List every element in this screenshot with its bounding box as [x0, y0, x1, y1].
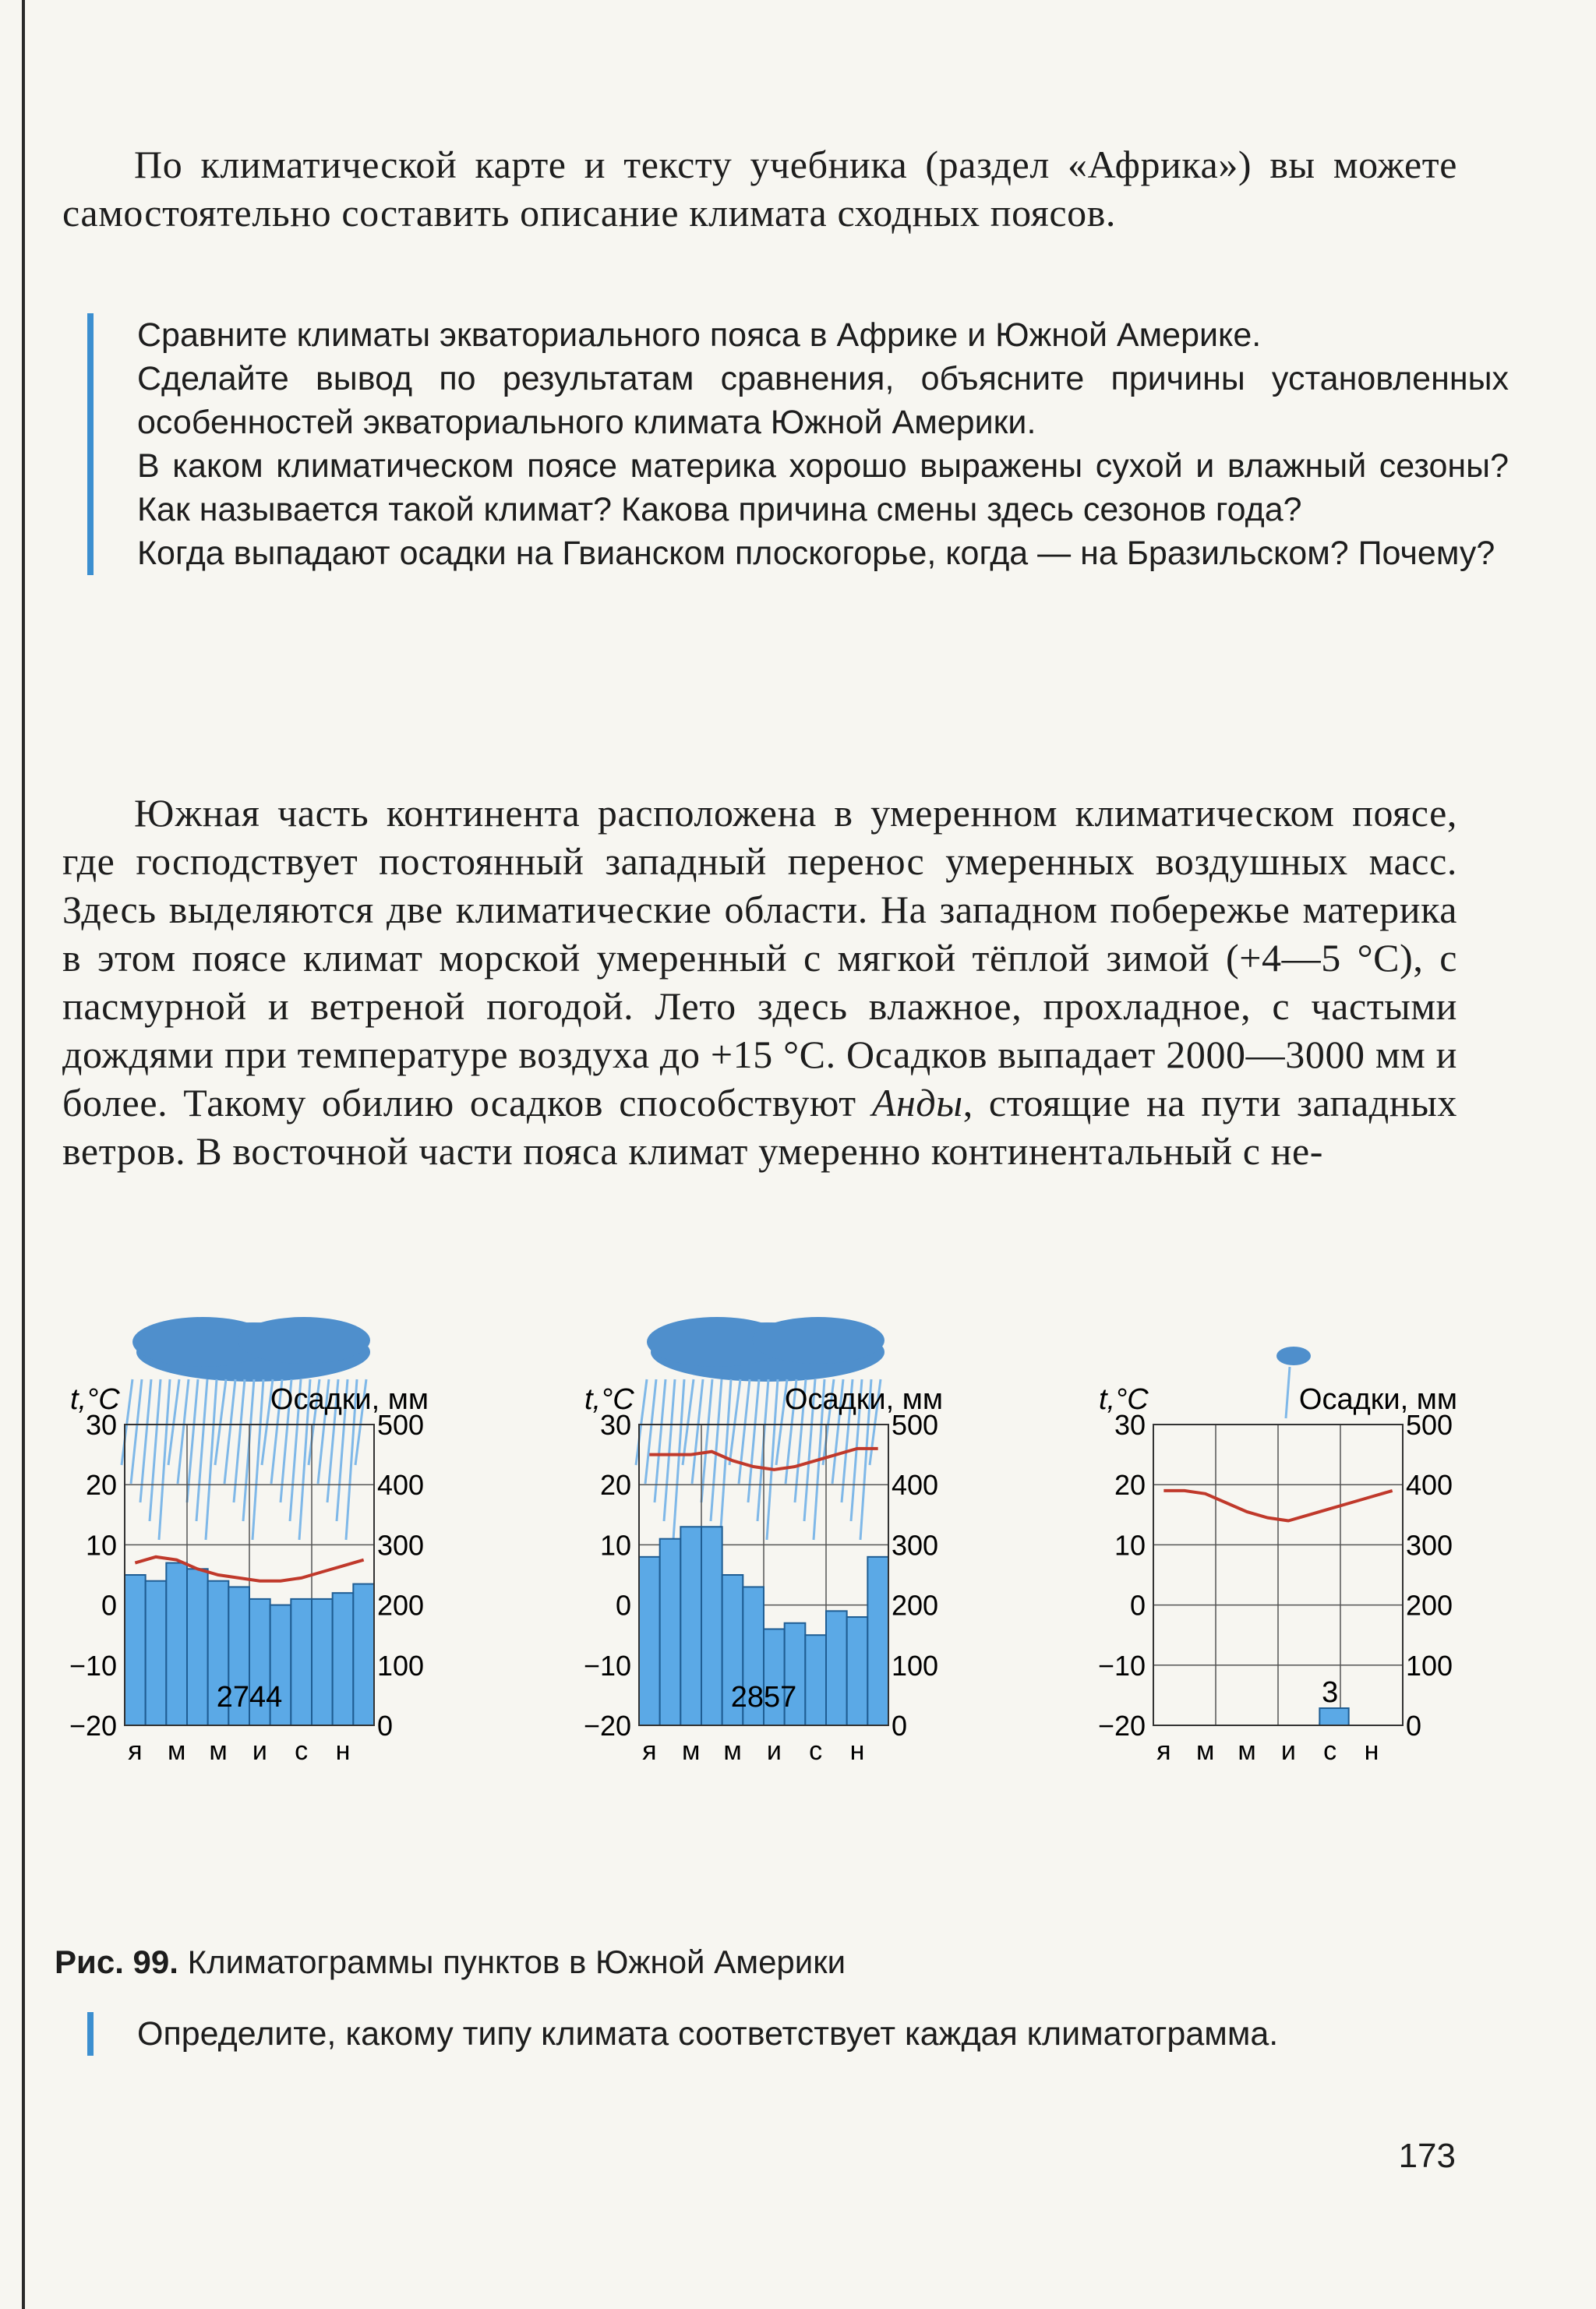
rain-streak — [122, 1379, 132, 1465]
precip-axis-label: Осадки, мм — [784, 1383, 943, 1416]
precip-tick-label: 200 — [1406, 1589, 1453, 1622]
climatogram-1-svg — [62, 1309, 530, 1933]
task-box — [87, 2012, 1509, 2056]
climatogram-1 — [62, 1309, 530, 1933]
climatogram-3-svg — [1091, 1309, 1559, 1933]
climatogram-3 — [1091, 1309, 1559, 1933]
rain-streak — [655, 1379, 666, 1502]
precip-tick-label: 300 — [1406, 1529, 1453, 1562]
precip-bar — [291, 1599, 312, 1725]
precip-bar — [166, 1563, 187, 1725]
precip-bar — [701, 1527, 722, 1725]
precip-tick-label: 100 — [892, 1649, 939, 1682]
temp-tick-label: 0 — [1129, 1589, 1146, 1622]
rain-streak — [150, 1379, 161, 1521]
figure-label: Рис. 99. — [55, 1944, 178, 1980]
month-label: м — [1195, 1736, 1215, 1766]
month-label: и — [766, 1736, 782, 1766]
month-label: м — [1238, 1736, 1256, 1766]
figure-caption-text: Климатограммы пунктов в Южной Америки — [178, 1944, 846, 1980]
rain-streak — [739, 1379, 750, 1484]
month-label: н — [849, 1736, 865, 1766]
rain-streak — [1286, 1367, 1290, 1418]
annual-precip-total: 3 — [1322, 1676, 1339, 1709]
temp-tick-label: 20 — [599, 1469, 631, 1502]
temp-axis-label: t,°C — [70, 1383, 120, 1416]
rain-streak — [187, 1379, 198, 1502]
precip-bar — [639, 1557, 660, 1725]
temp-tick-label: −20 — [583, 1710, 631, 1742]
intro-paragraph — [62, 140, 1457, 237]
month-label: н — [1364, 1736, 1379, 1766]
annual-precip-total: 2857 — [730, 1681, 797, 1714]
main-text — [62, 789, 1457, 1175]
rain-streak — [243, 1379, 254, 1521]
month-label: с — [809, 1736, 823, 1766]
precip-tick-label: 0 — [377, 1710, 394, 1742]
figure-caption — [55, 1940, 846, 1984]
climatograms — [62, 1309, 1465, 1933]
precip-tick-label: 500 — [377, 1409, 425, 1441]
temp-tick-label: 10 — [1114, 1529, 1146, 1562]
precip-tick-label: 200 — [377, 1589, 425, 1622]
precip-bar — [312, 1599, 333, 1725]
temp-tick-label: 20 — [1114, 1469, 1146, 1502]
page-number: 173 — [1398, 2137, 1456, 2175]
cloud-shape — [238, 1317, 370, 1364]
precip-tick-label: 300 — [377, 1529, 425, 1562]
rain-streak — [701, 1379, 712, 1502]
precip-bar — [353, 1584, 374, 1725]
precip-tick-label: 500 — [1406, 1409, 1453, 1441]
climatogram-2-svg — [577, 1309, 1044, 1933]
main-text-part2: , стоящие на пути западных ветров. В восточной части пояса климат умеренно континентальный с не- — [62, 1081, 1457, 1173]
temp-tick-label: 10 — [599, 1529, 631, 1562]
temp-tick-label: 20 — [85, 1469, 117, 1502]
month-label: я — [128, 1736, 143, 1766]
precip-tick-label: 500 — [892, 1409, 939, 1441]
precip-bar — [867, 1557, 888, 1725]
temp-tick-label: 30 — [85, 1409, 117, 1441]
precip-bar — [146, 1581, 167, 1725]
temp-tick-label: 30 — [1114, 1409, 1146, 1441]
rain-streak — [140, 1379, 151, 1502]
month-label: я — [1156, 1736, 1171, 1766]
precip-tick-label: 400 — [377, 1469, 425, 1502]
cloud-shape — [752, 1317, 885, 1364]
month-label: м — [167, 1736, 186, 1766]
month-label: м — [723, 1736, 742, 1766]
main-paragraph — [62, 789, 1457, 1175]
questions-box — [87, 313, 1509, 575]
precip-tick-label: 400 — [1406, 1469, 1453, 1502]
precip-bar — [826, 1611, 847, 1725]
month-label: с — [295, 1736, 309, 1766]
question-1: Сравните климаты экваториального пояса в Африке и Южной Америке. — [137, 316, 1262, 354]
precip-tick-label: 100 — [377, 1649, 425, 1682]
rain-streak — [636, 1379, 647, 1465]
precip-bar — [333, 1593, 354, 1725]
precip-tick-label: 0 — [1406, 1710, 1422, 1742]
temp-axis-label: t,°C — [1099, 1383, 1149, 1416]
temp-tick-label: 10 — [85, 1529, 117, 1562]
precip-axis-label: Осадки, мм — [270, 1383, 429, 1416]
rain-cloud-icon — [122, 1317, 370, 1540]
precip-tick-label: 400 — [892, 1469, 939, 1502]
question-3: В каком климатическом поясе материка хорошо выражены сухой и влажный сезоны? Как называется такой климат? Какова причина смены здесь сезонов года? — [137, 447, 1509, 528]
rain-streak — [234, 1379, 245, 1502]
temp-tick-label: −20 — [69, 1710, 117, 1742]
month-label: с — [1323, 1736, 1337, 1766]
rain-streak — [664, 1379, 675, 1521]
precip-axis-label: Осадки, мм — [1298, 1383, 1457, 1416]
precip-bar — [125, 1575, 146, 1725]
temp-tick-label: 30 — [599, 1409, 631, 1441]
climatogram-2 — [577, 1309, 1044, 1933]
precip-bar-small — [1319, 1708, 1348, 1725]
rain-streak — [131, 1379, 142, 1484]
temp-axis-label: t,°C — [584, 1383, 634, 1416]
precip-bar — [660, 1539, 681, 1725]
temp-tick-label: −10 — [69, 1649, 117, 1682]
precip-bar — [805, 1635, 826, 1725]
month-label: и — [252, 1736, 267, 1766]
precip-tick-label: 0 — [892, 1710, 908, 1742]
rain-cloud-icon — [636, 1317, 885, 1540]
precip-bar — [680, 1527, 701, 1725]
precip-bar — [847, 1617, 868, 1725]
temp-tick-label: −10 — [583, 1649, 631, 1682]
rain-streak — [196, 1379, 207, 1521]
rain-streak — [748, 1379, 759, 1502]
month-label: н — [335, 1736, 351, 1766]
intro-text: По климатической карте и тексту учебника (раздел «Африка») вы можете самостоятельно составить описание климата сходных поясов. — [62, 143, 1457, 235]
temp-tick-label: −20 — [1097, 1710, 1146, 1742]
question-2: Сделайте вывод по результатам сравнения, объясните причины установленных особенностей экваториального климата Южной Америки. — [137, 360, 1509, 441]
precip-bar — [187, 1569, 208, 1725]
precip-tick-label: 200 — [892, 1589, 939, 1622]
temp-tick-label: 0 — [101, 1589, 117, 1622]
month-label: и — [1280, 1736, 1296, 1766]
precip-tick-label: 100 — [1406, 1649, 1453, 1682]
rain-streak — [224, 1379, 235, 1484]
cloud-shape — [1276, 1347, 1311, 1365]
month-label: я — [642, 1736, 657, 1766]
task-text: Определите, какому типу климата соответствует каждая климатограмма. — [137, 2015, 1279, 2053]
month-label: м — [209, 1736, 228, 1766]
rain-streak — [757, 1379, 768, 1521]
temp-tick-label: −10 — [1097, 1649, 1146, 1682]
question-4: Когда выпадают осадки на Гвианском плоскогорье, когда — на Бразильском? Почему? — [137, 535, 1495, 572]
precip-tick-label: 300 — [892, 1529, 939, 1562]
month-label: м — [681, 1736, 701, 1766]
annual-precip-total: 2744 — [216, 1681, 283, 1714]
temp-tick-label: 0 — [615, 1589, 631, 1622]
main-text-part1: Южная часть континента расположена в умеренном климатическом поясе, где господствует постоянный западный перенос умеренных воздушных масс. Здесь выделяются две климатические области. На западном побережье материка в этом поясе климат морской умеренный с мягкой тёплой зимой (+4—5 °С), с пасмурной и ветреной погодой. Лето здесь влажное, прохладное, с частыми дождями при температуре воздуха до +15 °С. Осадков выпадает 2000—3000 мм и более. Такому обилию осадков способствуют — [62, 791, 1457, 1124]
andes-term: Анды — [871, 1081, 963, 1124]
rain-streak — [645, 1379, 656, 1484]
page-edge — [22, 0, 25, 2309]
